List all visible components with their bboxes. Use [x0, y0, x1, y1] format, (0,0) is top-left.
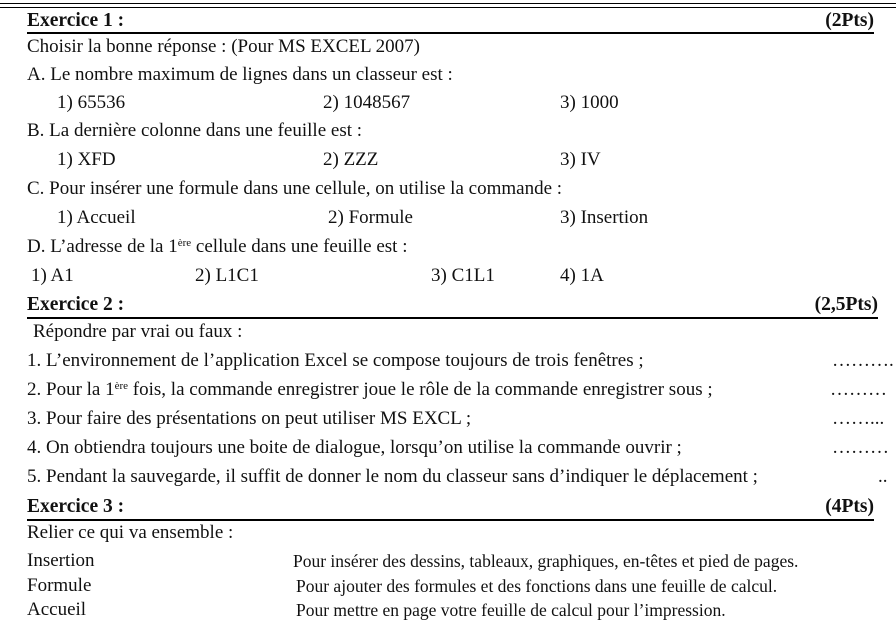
question-d-option-2: 2) L1C1	[195, 265, 259, 286]
answer-blank-1: ……….	[832, 350, 894, 371]
question-d	[27, 236, 407, 258]
page-top-border	[0, 3, 896, 4]
statement-2-start: 2. Pour la 1	[27, 379, 115, 400]
match-right-2: Pour ajouter des formules et des fonctions dans une feuille de calcul.	[296, 576, 778, 596]
question-d-option-1: 1) A1	[31, 265, 74, 286]
exercise-2-instruction: Répondre par vrai ou faux :	[33, 321, 243, 342]
exercise-3-points: (4Pts)	[825, 496, 874, 517]
page-top-border-inner	[0, 7, 896, 8]
question-c-option-3: 3) Insertion	[560, 207, 649, 228]
exercise-2-points: (2,5Pts)	[814, 294, 878, 315]
question-d-superscript: ère	[177, 237, 192, 249]
statement-2-superscript: ère	[114, 380, 129, 392]
question-b-option-3: 3) IV	[560, 149, 601, 170]
answer-blank-4: ………	[832, 437, 889, 458]
match-left-3: Accueil	[27, 599, 87, 620]
question-a-option-1: 1) 65536	[57, 92, 126, 113]
exercise-2-rule	[27, 317, 878, 319]
question-a: A. Le nombre maximum de lignes dans un classeur est :	[27, 64, 453, 85]
answer-blank-2: ………	[830, 379, 887, 400]
statement-3: 3. Pour faire des présentations on peut utiliser MS EXCL ;	[27, 408, 472, 429]
question-d-option-3: 3) C1L1	[431, 265, 495, 286]
question-b-option-1: 1) XFD	[57, 149, 116, 170]
exercise-1-rule	[27, 32, 874, 34]
match-left-2: Formule	[27, 575, 92, 596]
match-left-1: Insertion	[27, 550, 95, 571]
question-b: B. La dernière colonne dans une feuille est :	[27, 120, 363, 141]
exercise-3-rule	[27, 519, 874, 521]
question-c-option-1: 1) Accueil	[57, 207, 136, 228]
statement-5: 5. Pendant la sauvegarde, il suffit de donner le nom du classeur sans d’indiquer le déplacement ;	[27, 466, 758, 487]
question-c-option-2: 2) Formule	[328, 207, 413, 228]
question-d-text-end: cellule dans une feuille est :	[191, 236, 408, 257]
question-b-option-2: 2) ZZZ	[323, 149, 379, 170]
statement-2	[27, 379, 713, 401]
exercise-1-points: (2Pts)	[825, 10, 874, 31]
exercise-1-instruction: Choisir la bonne réponse : (Pour MS EXCEL 2007)	[27, 36, 420, 57]
question-c: C. Pour insérer une formule dans une cellule, on utilise la commande :	[27, 178, 563, 199]
exercise-3-title: Exercice 3 :	[27, 496, 125, 517]
statement-4: 4. On obtiendra toujours une boite de dialogue, lorsqu’on utilise la commande ouvrir ;	[27, 437, 682, 458]
exercise-3-instruction: Relier ce qui va ensemble :	[27, 522, 234, 543]
question-a-option-3: 3) 1000	[560, 92, 619, 113]
statement-2-end: fois, la commande enregistrer joue le rôle de la commande enregistrer sous ;	[128, 379, 713, 400]
match-right-3: Pour mettre en page votre feuille de calcul pour l’impression.	[296, 600, 726, 620]
match-right-1: Pour insérer des dessins, tableaux, graphiques, en-têtes et pied de pages.	[293, 551, 799, 571]
answer-blank-3: ……...	[832, 408, 885, 429]
question-a-option-2: 2) 1048567	[323, 92, 411, 113]
statement-1: 1. L’environnement de l’application Excel se compose toujours de trois fenêtres ;	[27, 350, 644, 371]
exercise-1-title: Exercice 1 :	[27, 10, 125, 31]
question-d-text-start: D. L’adresse de la 1	[27, 236, 178, 257]
question-d-option-4: 4) 1A	[560, 265, 604, 286]
answer-blank-5: ..	[878, 466, 888, 487]
exercise-2-title: Exercice 2 :	[27, 294, 125, 315]
